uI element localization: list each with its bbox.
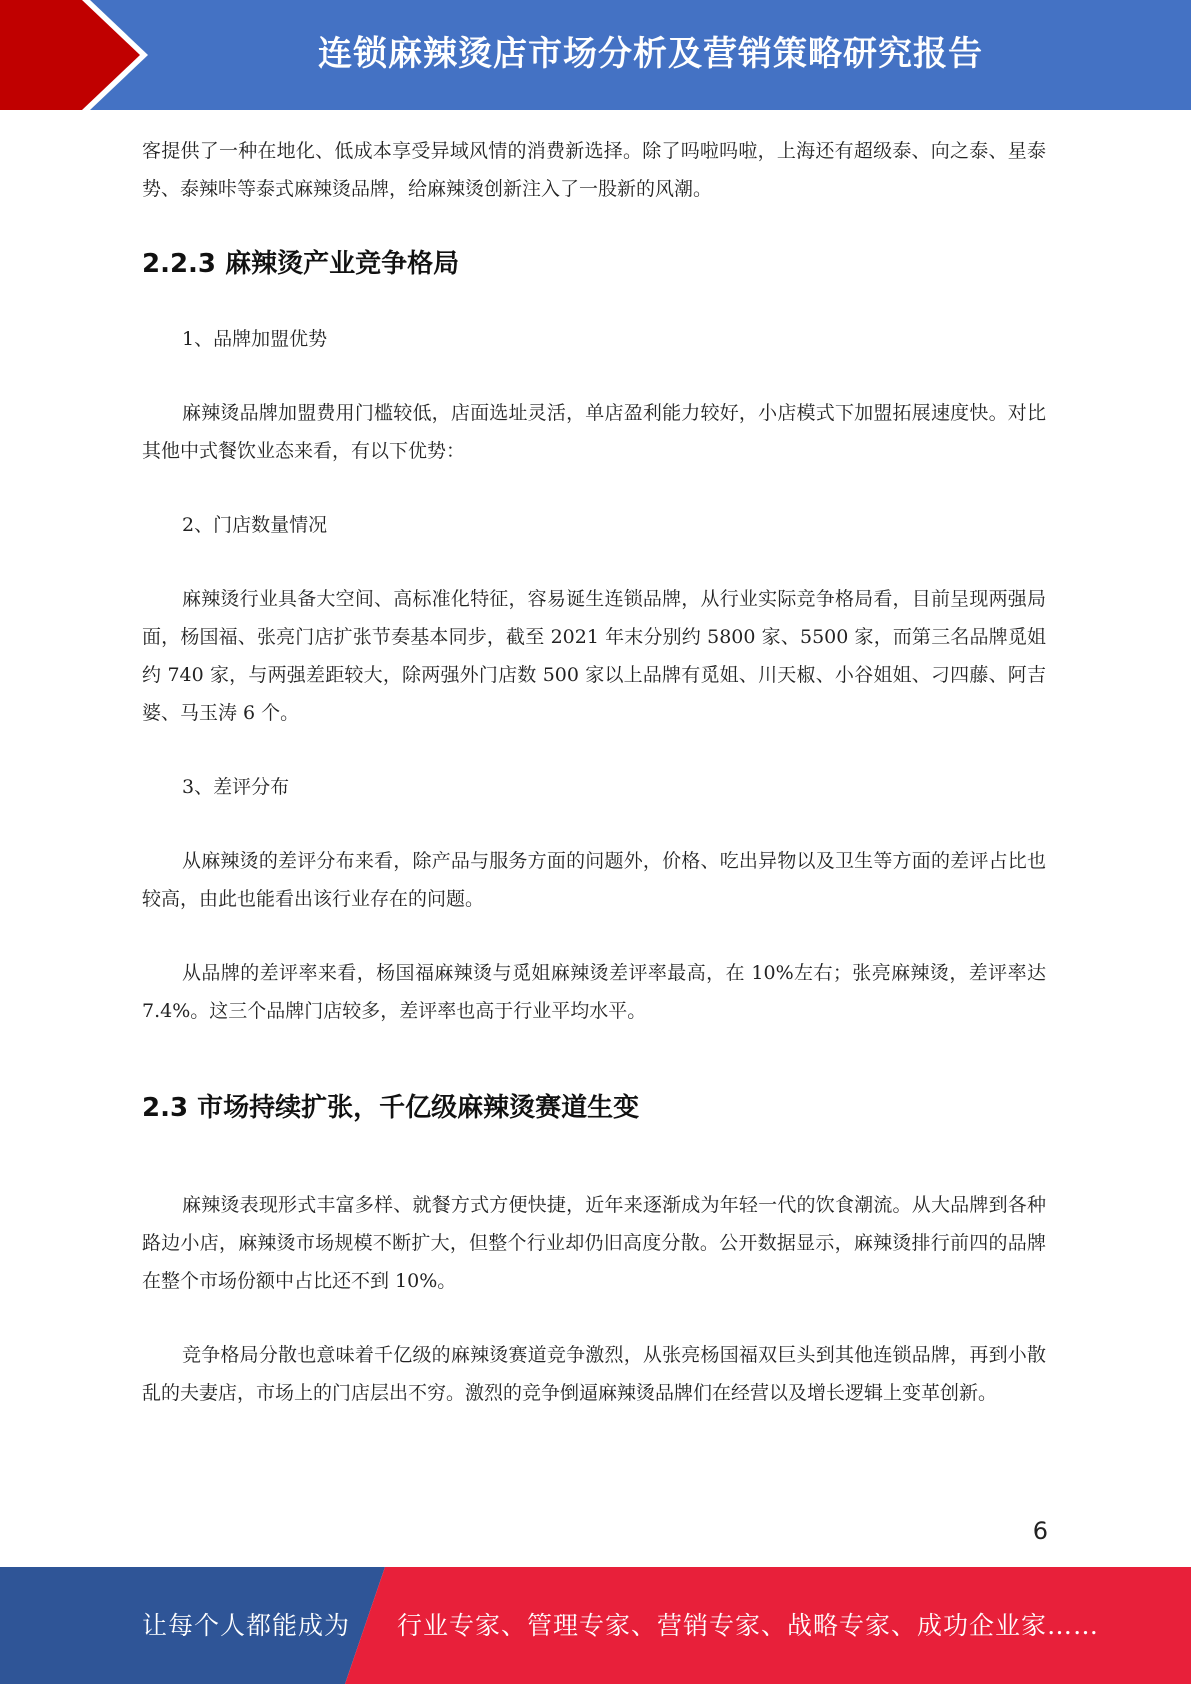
page-footer — [0, 1567, 1191, 1684]
paragraph-market-expansion: 麻辣烫表现形式丰富多样、就餐方式方便快捷，近年来逐渐成为年轻一代的饮食潮流。从大品牌到各种路边小店，麻辣烫市场规模不断扩大，但整个行业却仍旧高度分散。公开数据显示，麻辣烫排行前四的品牌在整个市场份额中占比还不到 10%。 — [142, 1194, 1046, 1292]
paragraph-competition: 竞争格局分散也意味着千亿级的麻辣烫赛道竞争激烈，从张亮杨国福双巨头到其他连锁品牌，再到小散乱的夫妻店，市场上的门店层出不穷。激烈的竞争倒逼麻辣烫品牌们在经营以及增长逻辑上变革创新。 — [142, 1344, 1046, 1404]
footer-slogan-right: 行业专家、管理专家、营销专家、战略专家、成功企业家…… — [397, 1611, 1100, 1640]
document-body — [142, 132, 1046, 1412]
paragraph-brand-franchise: 麻辣烫品牌加盟费用门槛较低，店面选址灵活，单店盈利能力较好，小店模式下加盟拓展速度快。对比其他中式餐饮业态来看，有以下优势： — [142, 402, 1046, 462]
paragraph-review-rate: 从品牌的差评率来看，杨国福麻辣烫与觅姐麻辣烫差评率最高，在 10%左右；张亮麻辣烫，差评率达 7.4%。这三个品牌门店较多，差评率也高于行业平均水平。 — [142, 962, 1046, 1022]
page-number: 6 — [1032, 1517, 1048, 1545]
section-heading-2-2-3: 2.2.3 麻辣烫产业竞争格局 — [142, 249, 460, 279]
item-title-negative-reviews: 3、差评分布 — [182, 776, 290, 798]
section-heading-2-3: 2.3 市场持续扩张，千亿级麻辣烫赛道生变 — [142, 1093, 640, 1123]
intro-paragraph: 客提供了一种在地化、低成本享受异域风情的消费新选择。除了吗啦吗啦，上海还有超级泰、向之泰、星泰势、泰辣咔等泰式麻辣烫品牌，给麻辣烫创新注入了一股新的风潮。 — [142, 140, 1046, 200]
paragraph-review-distribution: 从麻辣烫的差评分布来看，除产品与服务方面的问题外，价格、吃出异物以及卫生等方面的差评占比也较高，由此也能看出该行业存在的问题。 — [142, 850, 1046, 910]
report-title: 连锁麻辣烫店市场分析及营销策略研究报告 — [318, 34, 983, 74]
footer-slogan-left: 让每个人都能成为 — [142, 1611, 351, 1640]
paragraph-store-count: 麻辣烫行业具备大空间、高标准化特征，容易诞生连锁品牌，从行业实际竞争格局看，目前呈现两强局面，杨国福、张亮门店扩张节奏基本同步，截至 2021 年末分别约 5800 家、5500 家，而第三名品牌觅姐约 740 家，与两强差距较大，除两强外门店数 500 家以上品牌有觅姐、川天椒、小谷姐姐、刁四藤、阿吉婆、马玉涛 6 个。 — [142, 588, 1046, 724]
item-title-brand-franchise: 1、品牌加盟优势 — [182, 328, 328, 350]
item-title-store-count: 2、门店数量情况 — [182, 514, 328, 536]
page-header — [0, 0, 1191, 110]
